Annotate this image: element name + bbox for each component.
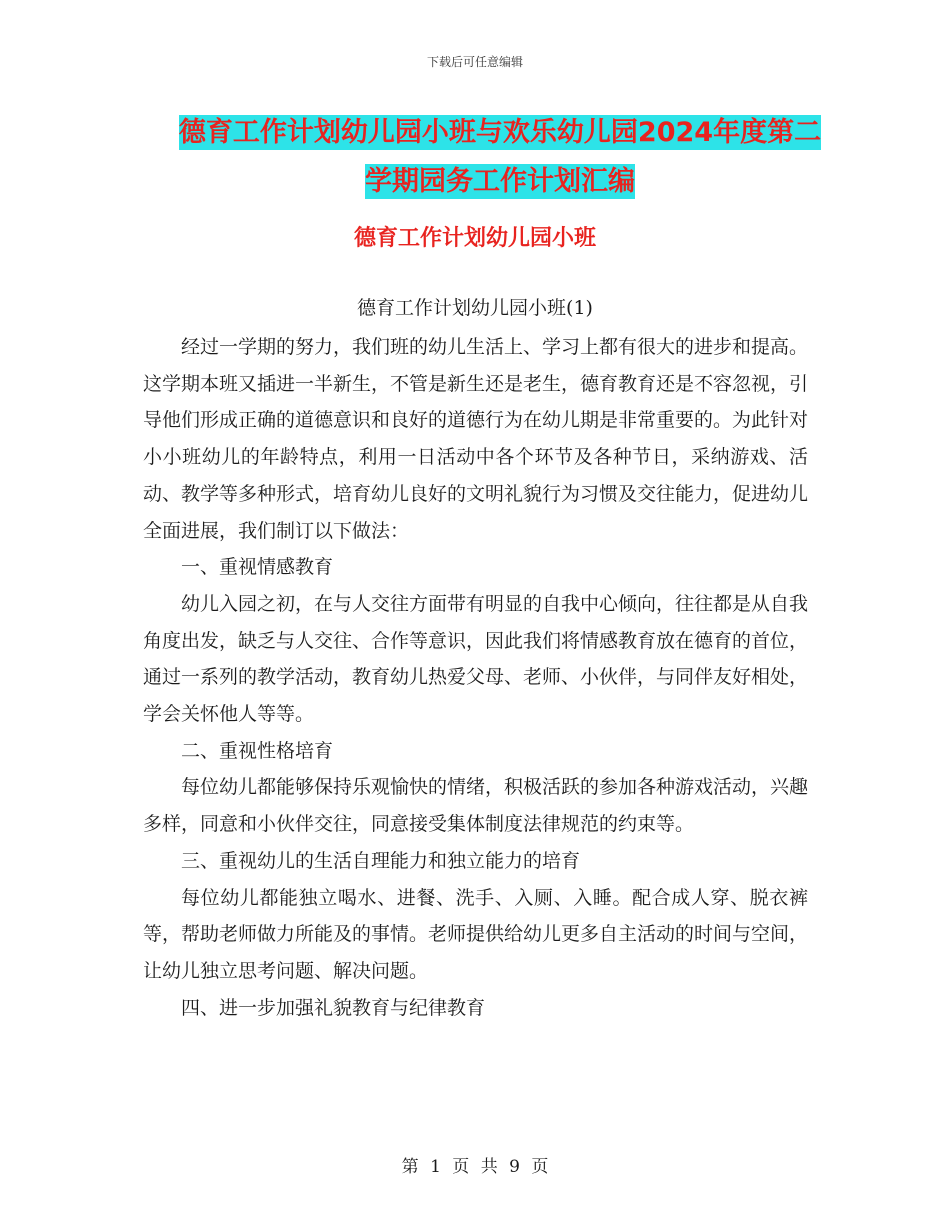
section-title: 德育工作计划幼儿园小班	[353, 226, 596, 251]
page-number: 第 1 页 共 9 页	[401, 1157, 549, 1177]
document-title-line-1: 德育工作计划幼儿园小班与欢乐幼儿园2024年度第二	[178, 117, 822, 148]
subsection-title: 德育工作计划幼儿园小班(1)	[357, 297, 593, 319]
paragraph-intro: 经过一学期的努力，我们班的幼儿生活上、学习上都有很大的进步和提高。这学期本班又插进一半新生，不管是新生还是老生，德育教育还是不容忽视，引导他们形成正确的道德意识和良好的道德行为在幼儿期是非常重要的。为此针对小小班幼儿的年龄特点，利用一日活动中各个环节及各种节日，采纳游戏、活动、教学等多种形式，培育幼儿良好的文明礼貌行为习惯及交往能力，促进幼儿全面进展，我们制订以下做法：	[143, 336, 809, 542]
heading-manners-discipline: 四、进一步加强礼貌教育与纪律教育	[181, 996, 486, 1019]
heading-emotional-education: 一、重视情感教育	[181, 556, 334, 579]
heading-self-care-ability: 三、重视幼儿的生活自理能力和独立能力的培育	[181, 849, 581, 872]
header-note: 下载后可任意编辑	[426, 55, 523, 69]
document-title	[140, 108, 860, 206]
document-body	[143, 329, 808, 1026]
paragraph-self-care-ability: 每位幼儿都能独立喝水、进餐、洗手、入厕、入睡。配合成人穿、脱衣裤等，帮助老师做力所能及的事情。老师提供给幼儿更多自主活动的时间与空间，让幼儿独立思考问题、解决问题。	[143, 886, 809, 982]
paragraph-character-cultivation: 每位幼儿都能够保持乐观愉快的情绪，积极活跃的参加各种游戏活动，兴趣多样，同意和小伙伴交往，同意接受集体制度法律规范的约束等。	[143, 776, 809, 836]
heading-character-cultivation: 二、重视性格培育	[181, 739, 334, 762]
document-title-line-2: 学期园务工作计划汇编	[365, 166, 635, 197]
paragraph-emotional-education: 幼儿入园之初，在与人交往方面带有明显的自我中心倾向，往往都是从自我角度出发，缺乏与人交往、合作等意识，因此我们将情感教育放在德育的首位，通过一系列的教学活动，教育幼儿热爱父母、老师、小伙伴，与同伴友好相处，学会关怀他人等等。	[143, 592, 809, 726]
